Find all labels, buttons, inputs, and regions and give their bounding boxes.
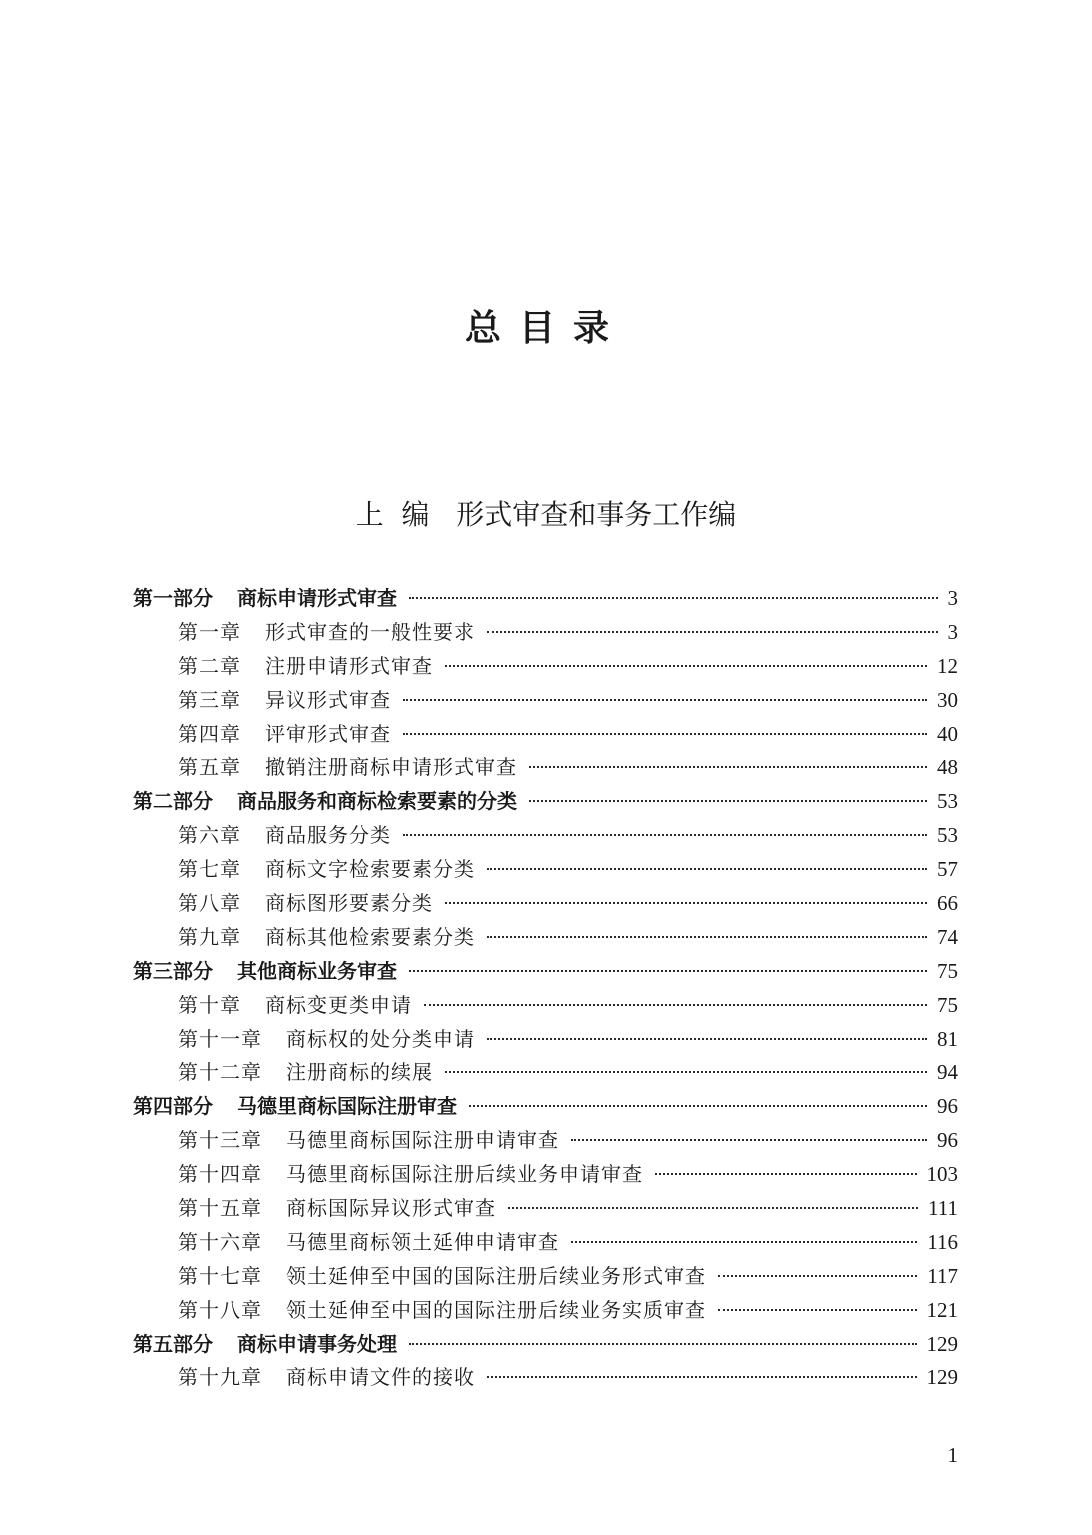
toc-entry-page: 81 bbox=[937, 1026, 958, 1051]
toc-entry-page: 66 bbox=[937, 891, 958, 916]
dot-leader bbox=[529, 766, 927, 768]
page-number: 1 bbox=[947, 1443, 958, 1467]
toc-entry-title: 商标文字检索要素分类 bbox=[265, 857, 475, 882]
toc-chapter-entry[interactable] bbox=[133, 684, 958, 718]
dot-leader bbox=[529, 800, 927, 802]
dot-leader bbox=[487, 1376, 917, 1378]
toc-entry-number: 第五部分 bbox=[133, 1331, 213, 1356]
dot-leader bbox=[718, 1275, 917, 1277]
dot-leader bbox=[445, 1071, 927, 1073]
toc-chapter-entry[interactable] bbox=[133, 1158, 958, 1192]
main-title: 总目录 bbox=[464, 307, 627, 349]
dot-leader bbox=[655, 1173, 917, 1175]
toc-entry-title: 商标其他检索要素分类 bbox=[265, 924, 475, 949]
dot-leader bbox=[409, 1343, 917, 1345]
toc-entry-page: 116 bbox=[927, 1229, 958, 1254]
toc-entry-title: 商标变更类申请 bbox=[265, 992, 412, 1017]
toc-chapter-entry[interactable] bbox=[133, 921, 958, 955]
toc-chapter-entry[interactable] bbox=[133, 1124, 958, 1158]
toc-entry-page: 48 bbox=[937, 755, 958, 780]
toc-entry-number: 第十五章 bbox=[178, 1196, 262, 1221]
dot-leader bbox=[469, 1105, 927, 1107]
toc-entry-page: 57 bbox=[937, 857, 958, 882]
toc-entry-title: 马德里商标领土延伸申请审查 bbox=[286, 1229, 559, 1254]
toc-entry-number: 第四章 bbox=[178, 721, 241, 746]
toc-entry-page: 111 bbox=[928, 1196, 958, 1221]
toc-entry-title: 商标申请形式审查 bbox=[237, 586, 397, 610]
toc-entry-page: 96 bbox=[937, 1094, 958, 1119]
toc-chapter-entry[interactable] bbox=[133, 1260, 958, 1294]
toc-chapter-entry[interactable] bbox=[133, 853, 958, 887]
toc-entry-title: 商标申请文件的接收 bbox=[286, 1365, 475, 1390]
toc-entry-title: 商品服务分类 bbox=[265, 823, 391, 848]
toc-entry-page: 103 bbox=[926, 1162, 958, 1187]
toc-entry-number: 第六章 bbox=[178, 823, 241, 848]
toc-entry-title: 领土延伸至中国的国际注册后续业务实质审查 bbox=[286, 1297, 706, 1322]
table-of-contents bbox=[133, 582, 958, 1395]
toc-entry-number: 第十七章 bbox=[178, 1263, 262, 1288]
toc-entry-number: 第十六章 bbox=[178, 1229, 262, 1254]
toc-entry-page: 121 bbox=[926, 1297, 958, 1322]
toc-entry-number: 第三部分 bbox=[133, 958, 213, 983]
section-title: 上 编 形式审查和事务工作编 bbox=[355, 498, 737, 531]
dot-leader bbox=[718, 1309, 917, 1311]
dot-leader bbox=[409, 970, 927, 972]
toc-entry-page: 30 bbox=[937, 687, 958, 712]
toc-entry-page: 75 bbox=[937, 958, 958, 983]
dot-leader bbox=[409, 597, 938, 599]
toc-chapter-entry[interactable] bbox=[133, 819, 958, 853]
toc-entry-number: 第十四章 bbox=[178, 1162, 262, 1187]
toc-entry-title: 马德里商标国际注册申请审查 bbox=[286, 1128, 559, 1153]
toc-entry-page: 74 bbox=[937, 924, 958, 949]
toc-entry-title: 注册商标的续展 bbox=[286, 1060, 433, 1085]
toc-entry-number: 第一章 bbox=[178, 619, 241, 644]
toc-entry-number: 第十一章 bbox=[178, 1026, 262, 1051]
toc-chapter-entry[interactable] bbox=[133, 751, 958, 785]
toc-entry-page: 53 bbox=[937, 823, 958, 848]
dot-leader bbox=[508, 1207, 918, 1209]
toc-entry-number: 第十三章 bbox=[178, 1128, 262, 1153]
toc-chapter-entry[interactable] bbox=[133, 989, 958, 1023]
toc-part-entry[interactable] bbox=[133, 1328, 958, 1362]
toc-entry-number: 第二部分 bbox=[133, 789, 213, 814]
toc-entry-number: 第十章 bbox=[178, 992, 241, 1017]
toc-chapter-entry[interactable] bbox=[133, 1192, 958, 1226]
toc-part-entry[interactable] bbox=[133, 1090, 958, 1124]
toc-entry-page: 94 bbox=[937, 1060, 958, 1085]
dot-leader bbox=[487, 868, 927, 870]
toc-entry-page: 129 bbox=[926, 1331, 958, 1356]
toc-part-entry[interactable] bbox=[133, 785, 958, 819]
toc-entry-title: 商标权的处分类申请 bbox=[286, 1026, 475, 1051]
toc-entry-title: 其他商标业务审查 bbox=[237, 958, 397, 983]
toc-entry-number: 第四部分 bbox=[133, 1094, 213, 1119]
toc-entry-title: 撤销注册商标申请形式审查 bbox=[265, 755, 517, 780]
dot-leader bbox=[403, 699, 927, 701]
dot-leader bbox=[424, 1004, 927, 1006]
toc-entry-title: 注册申请形式审查 bbox=[265, 653, 433, 678]
toc-chapter-entry[interactable] bbox=[133, 1226, 958, 1260]
toc-chapter-entry[interactable] bbox=[133, 1056, 958, 1090]
toc-entry-title: 形式审查的一般性要求 bbox=[265, 619, 475, 644]
toc-entry-page: 129 bbox=[926, 1365, 958, 1390]
dot-leader bbox=[445, 902, 927, 904]
toc-entry-page: 53 bbox=[937, 789, 958, 814]
toc-entry-number: 第一部分 bbox=[133, 586, 213, 610]
toc-entry-title: 马德里商标国际注册审查 bbox=[237, 1094, 457, 1119]
dot-leader bbox=[445, 665, 927, 667]
toc-entry-title: 商标申请事务处理 bbox=[237, 1331, 397, 1356]
toc-entry-page: 96 bbox=[937, 1128, 958, 1153]
toc-entry-number: 第十八章 bbox=[178, 1297, 262, 1322]
toc-entry-page: 117 bbox=[927, 1263, 958, 1288]
dot-leader bbox=[571, 1241, 917, 1243]
toc-entry-title: 领土延伸至中国的国际注册后续业务形式审查 bbox=[286, 1263, 706, 1288]
toc-entry-page: 3 bbox=[947, 619, 958, 644]
toc-entry-number: 第九章 bbox=[178, 924, 241, 949]
toc-chapter-entry[interactable] bbox=[133, 1361, 958, 1395]
toc-chapter-entry[interactable] bbox=[133, 650, 958, 684]
toc-entry-number: 第十二章 bbox=[178, 1060, 262, 1085]
toc-chapter-entry[interactable] bbox=[133, 616, 958, 650]
toc-entry-title: 评审形式审查 bbox=[265, 721, 391, 746]
toc-chapter-entry[interactable] bbox=[133, 887, 958, 921]
toc-entry-number: 第七章 bbox=[178, 857, 241, 882]
dot-leader bbox=[403, 733, 927, 735]
dot-leader bbox=[403, 834, 927, 836]
toc-entry-number: 第五章 bbox=[178, 755, 241, 780]
toc-chapter-entry[interactable] bbox=[133, 718, 958, 752]
toc-entry-page: 12 bbox=[937, 653, 958, 678]
dot-leader bbox=[571, 1139, 927, 1141]
toc-part-entry[interactable] bbox=[133, 955, 958, 989]
toc-entry-page: 40 bbox=[937, 721, 958, 746]
toc-entry-number: 第二章 bbox=[178, 653, 241, 678]
toc-entry-title: 异议形式审查 bbox=[265, 687, 391, 712]
dot-leader bbox=[487, 1038, 927, 1040]
toc-chapter-entry[interactable] bbox=[133, 1294, 958, 1328]
toc-entry-title: 商标图形要素分类 bbox=[265, 891, 433, 916]
toc-entry-page: 3 bbox=[947, 586, 958, 610]
toc-entry-title: 马德里商标国际注册后续业务申请审查 bbox=[286, 1162, 643, 1187]
toc-entry-number: 第三章 bbox=[178, 687, 241, 712]
toc-entry-title: 商品服务和商标检索要素的分类 bbox=[237, 789, 517, 814]
toc-entry-number: 第十九章 bbox=[178, 1365, 262, 1390]
toc-entry-title: 商标国际异议形式审查 bbox=[286, 1196, 496, 1221]
toc-entry-page: 75 bbox=[937, 992, 958, 1017]
dot-leader bbox=[487, 631, 938, 633]
dot-leader bbox=[487, 936, 927, 938]
toc-entry-number: 第八章 bbox=[178, 891, 241, 916]
toc-part-entry[interactable] bbox=[133, 582, 958, 616]
toc-chapter-entry[interactable] bbox=[133, 1023, 958, 1057]
